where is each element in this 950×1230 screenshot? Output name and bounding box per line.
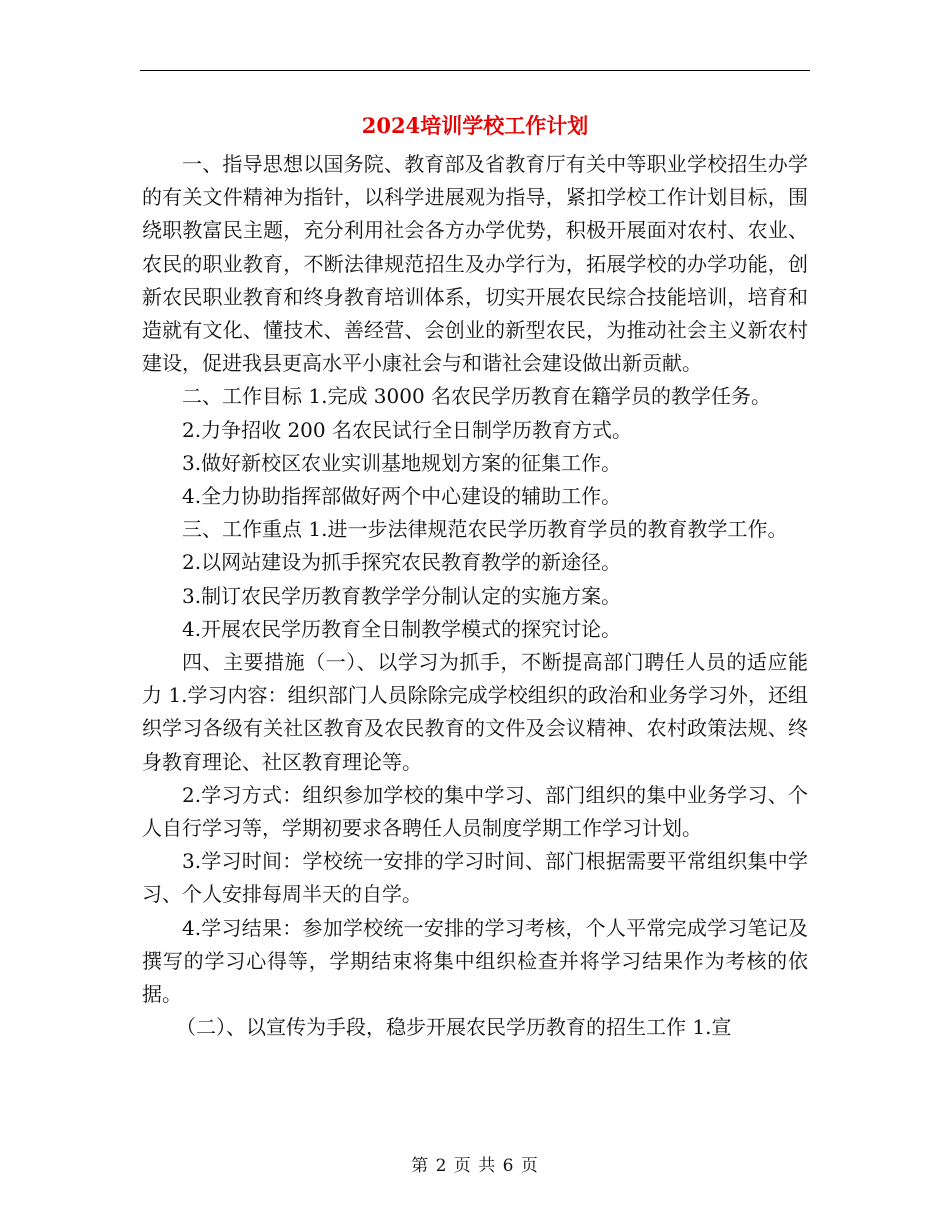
header-rule bbox=[140, 70, 810, 71]
paragraph-guiding-ideology: 一、指导思想以国务院、教育部及省教育厅有关中等职业学校招生办学的有关文件精神为指针，以科学进展观为指导，紧扣学校工作计划目标，围绕职教富民主题，充分利用社会各方办学优势，积极开展面对农村、农业、农民的职业教育，不断法律规范招生及办学行为，拓展学校的办学功能，创新农民职业教育和终身教育培训体系，切实开展农民综合技能培训，培育和造就有文化、懂技术、善经营、会创业的新型农民，为推动社会主义新农村建设，促进我县更高水平小康社会与和谐社会建设做出新贡献。 bbox=[142, 152, 808, 376]
paragraph-work-goals: 二、工作目标 1.完成 3000 名农民学历教育在籍学员的教学任务。 bbox=[182, 384, 772, 409]
paragraph-focus-2: 2.以网站建设为抓手探究农民教育教学的新途径。 bbox=[182, 550, 622, 575]
paragraph-goal-2: 2.力争招收 200 名农民试行全日制学历教育方式。 bbox=[182, 417, 632, 442]
paragraph-study-method: 2.学习方式：组织参加学校的集中学习、部门组织的集中业务学习、个人自行学习等，学期初要求各聘任人员制度学期工作学习计划。 bbox=[142, 782, 808, 841]
paragraph-focus-4: 4.开展农民学历教育全日制教学模式的探究讨论。 bbox=[182, 616, 622, 641]
paragraph-goal-4: 4.全力协助指挥部做好两个中心建设的辅助工作。 bbox=[182, 484, 622, 509]
paragraph-study-results: 4.学习结果：参加学校统一安排的学习考核，个人平常完成学习笔记及撰写的学习心得等，学期结束将集中组织检查并将学习结果作为考核的依据。 bbox=[142, 915, 808, 1007]
paragraph-goal-3: 3.做好新校区农业实训基地规划方案的征集工作。 bbox=[182, 450, 622, 475]
paragraph-main-measures: 四、主要措施（一）、以学习为抓手，不断提高部门聘任人员的适应能力 1.学习内容：组织部门人员除除完成学校组织的政治和业务学习外，还组织学习各级有关社区教育及农民教育的文件及会议精神、农村政策法规、终身教育理论、社区教育理论等。 bbox=[142, 650, 808, 774]
paragraph-publicity: （二）、以宣传为手段，稳步开展农民学历教育的招生工作 1.宣 bbox=[176, 1015, 732, 1040]
document-title: 2024培训学校工作计划 bbox=[361, 113, 589, 138]
page-number-footer: 第 2 页 共 6 页 bbox=[411, 1156, 539, 1176]
document-body bbox=[142, 148, 808, 1044]
paragraph-work-focus: 三、工作重点 1.进一步法律规范农民学历教育学员的教育教学工作。 bbox=[182, 517, 788, 542]
paragraph-focus-3: 3.制订农民学历教育教学学分制认定的实施方案。 bbox=[182, 583, 622, 608]
paragraph-study-time: 3.学习时间：学校统一安排的学习时间、部门根据需要平常组织集中学习、个人安排每周半天的自学。 bbox=[142, 849, 808, 907]
